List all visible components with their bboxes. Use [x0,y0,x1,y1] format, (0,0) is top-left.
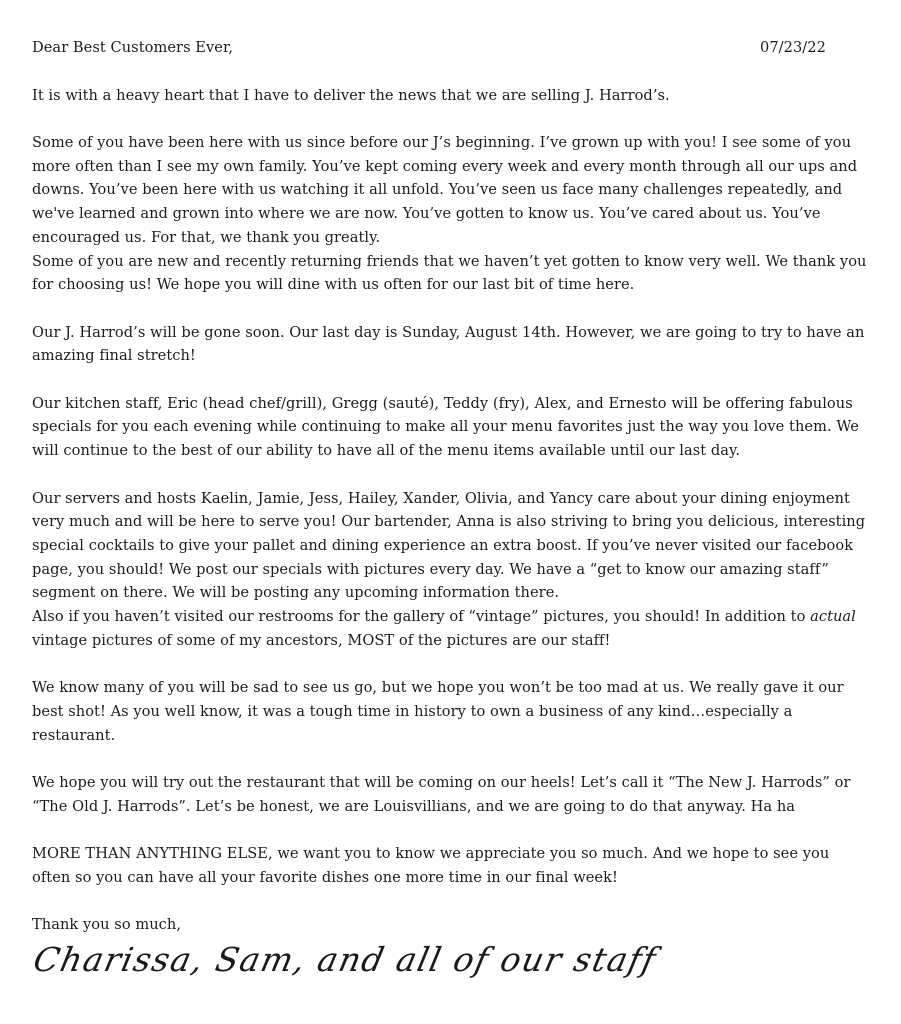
restrooms-text-start: Also if you haven’t visited our restrooms for the gallery of “vintage” pictures, you should! In addition to [32,608,811,626]
spacer [32,368,872,392]
restrooms-text-end: vintage pictures of some of my ancestors, MOST of the pictures are our staff! [32,631,611,649]
spacer [32,463,872,487]
spacer [32,297,872,321]
letter-date: 07/23/22 [760,39,826,56]
paragraph-longtime-customers: Some of you have been here with us since before our J’s beginning. I’ve grown up with you! I see some of you more often than I see my own family. You’ve kept coming every week and every month through all our ups and downs. You’ve been here with us watching it all unfold. You’ve seen us face many challenges repeatedly, and we've learned and grown into where we are now. You’ve gotten to know us. You’ve cared about us. You’ve encouraged us. For that, we thank you greatly. [32,134,858,246]
spacer [32,747,872,771]
paragraph-sad-to-go: We know many of you will be sad to see us go, but we hope you won’t be too mad at us. We really gave it our best shot! As you well know, it was a tough time in history to own a business of any kind…especially a restaurant. [32,679,844,744]
spacer [32,60,872,84]
paragraph-kitchen-staff: Our kitchen staff, Eric (head chef/grill), Gregg (sauté), Teddy (fry), Alex, and Ernesto will be offering fabulous specials for you each evening while continuing to make all your menu favorites just the way you love them. We will continue to the best of our ability to have all of the menu items available until our last day. [32,394,859,460]
paragraph-last-day: Our J. Harrod’s will be gone soon. Our last day is Sunday, August 14th. However, we are going to try to have an amazing final stretch! [32,323,865,365]
paragraph-appreciation: MORE THAN ANYTHING ELSE, we want you to know we appreciate you so much. And we hope to see you often so you can have all your favorite dishes one more time in our final week! [32,845,830,886]
spacer [32,889,872,913]
emphasis-actual: actual [810,608,856,626]
paragraph-servers: Our servers and hosts Kaelin, Jamie, Jess, Hailey, Xander, Olivia, and Yancy care about your dining enjoyment very much and will be here to serve you! Our bartender, Anna is also striving to bring you delicious, interesting special cocktails to give your pallet and dining experience an extra boost. If you’ve never visited our facebook page, you should! We post our specials with pictures every day. We have a “get to know our amazing staff” segment on there. We will be posting any upcoming information there. [32,489,866,602]
letter-body [32,36,872,937]
paragraph-new-customers: Some of you are new and recently returning friends that we haven’t yet gotten to know very well. We thank you for choosing us! We hope you will dine with us often for our last bit of time here. [32,252,867,294]
sign-off: Thank you so much, [32,916,182,934]
spacer [32,107,872,131]
signature: Charissa, Sam, and all of our staff [30,940,661,979]
paragraph-restrooms-gallery [32,605,872,652]
greeting: Dear Best Customers Ever, [32,39,234,56]
spacer [32,653,872,677]
paragraph-new-restaurant: We hope you will try out the restaurant that will be coming on our heels! Let’s call it “The New J. Harrods” or “The Old J. Harrods”. Let’s be honest, we are Louisvillians, and we are going to do that anyway. Ha ha [32,773,851,815]
spacer [32,818,872,842]
paragraph-announcement: It is with a heavy heart that I have to deliver the news that we are selling J. Harrod’s. [32,86,670,104]
letter-header [32,36,872,60]
